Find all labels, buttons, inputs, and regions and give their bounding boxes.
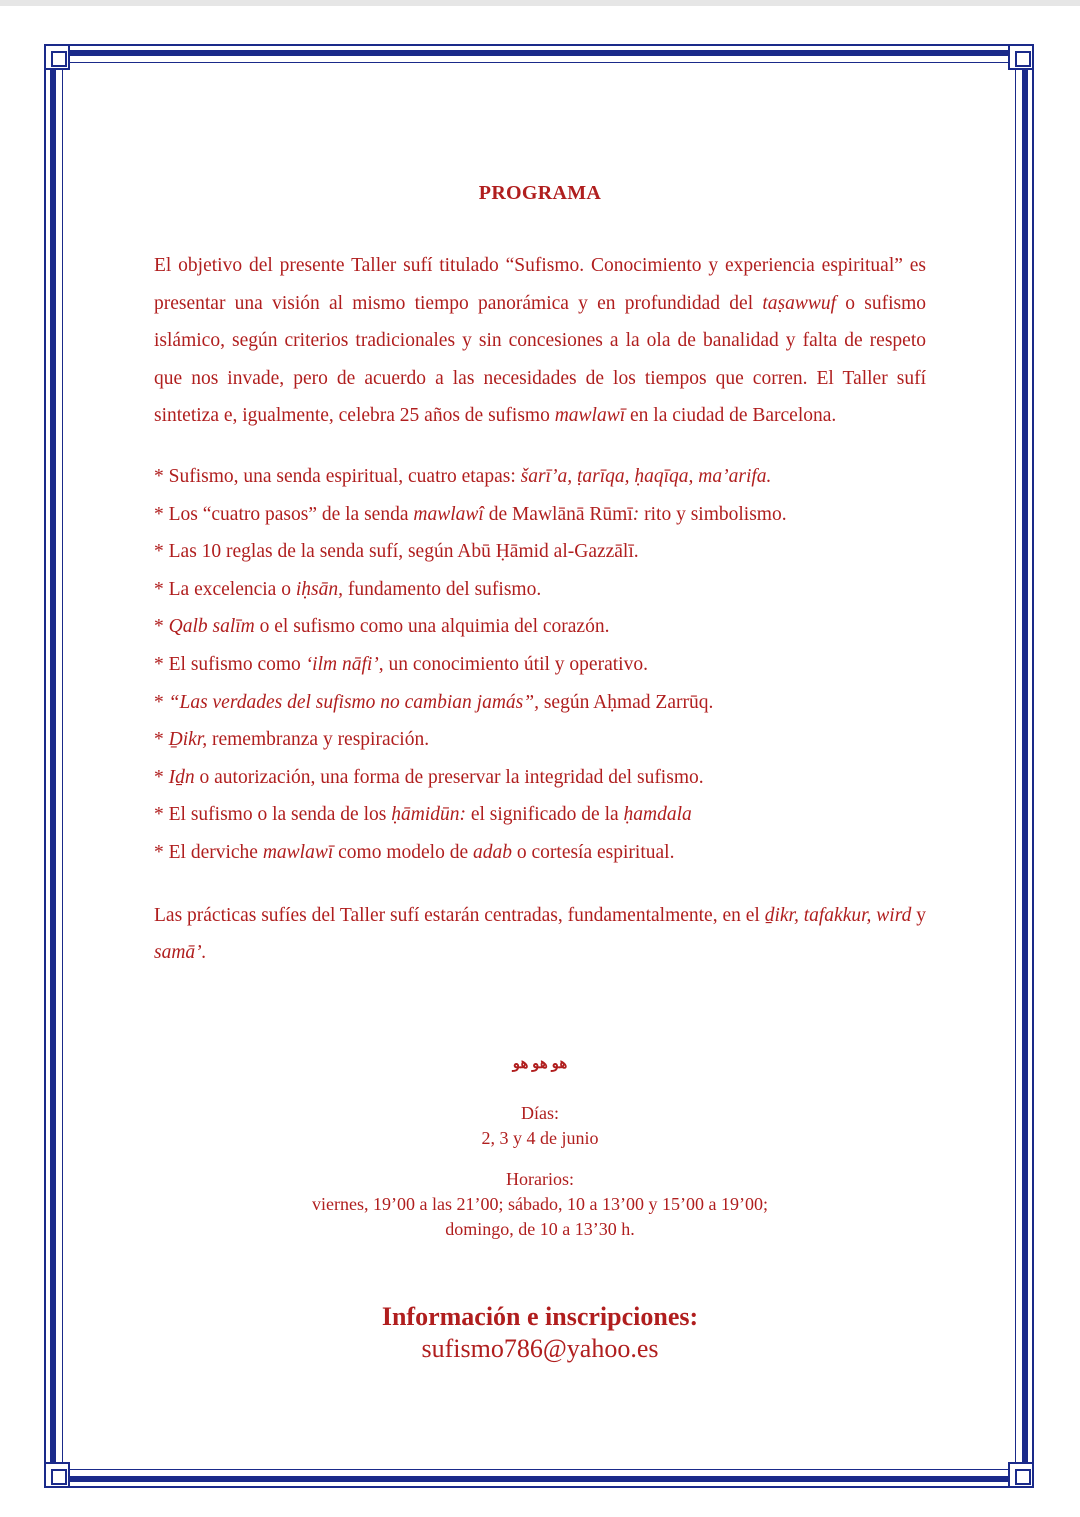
document-content xyxy=(154,182,926,1365)
list-item xyxy=(154,684,926,722)
intro-text-1: El objetivo del presente Taller sufí titulado “Sufismo. Conocimiento y experiencia espiritual” es presentar una visión al mismo tiempo panorámica y en profundidad del xyxy=(154,255,926,314)
list-item-text: rito y simbolismo. xyxy=(639,503,787,525)
list-item-text: de Mawlānā Rūmī xyxy=(483,503,633,525)
list-item-term: adab xyxy=(473,841,512,863)
schedule-block xyxy=(154,1167,926,1242)
list-item xyxy=(154,533,926,571)
intro-term-tasawwuf: taṣawwuf xyxy=(762,292,837,314)
arabic-invocation: هو هو هو xyxy=(512,1055,568,1072)
dates-label: Días: xyxy=(521,1102,559,1123)
list-item-term: : xyxy=(632,503,640,525)
list-item xyxy=(154,608,926,646)
intro-term-mawlawi: mawlawī xyxy=(554,405,626,427)
list-item xyxy=(154,458,926,496)
dates-block xyxy=(154,1101,926,1151)
list-item-text: fundamento del sufismo. xyxy=(342,578,542,600)
list-item-term: Ḏikr, xyxy=(168,729,208,751)
list-item-term: šarī’a, ṭarīqa, ḥaqīqa, ma’arifa. xyxy=(520,465,772,487)
list-item-text: * xyxy=(154,729,169,751)
list-item xyxy=(154,571,926,609)
list-item-text: o el sufismo como una alquimia del corazón. xyxy=(254,616,610,638)
list-item-term: iḥsān, xyxy=(295,578,343,600)
info-heading: Información e inscripciones: xyxy=(381,1301,699,1331)
practices-text-1: Las prácticas sufíes del Taller sufí estarán centradas, fundamentalmente, en el xyxy=(154,904,765,926)
schedule-line-2: domingo, de 10 a 13’30 h. xyxy=(445,1218,635,1239)
list-item xyxy=(154,646,926,684)
contact-email: sufismo786@yahoo.es xyxy=(421,1333,659,1363)
list-item xyxy=(154,834,926,872)
list-item-term: Iḏn xyxy=(168,766,195,788)
list-item-text: * La excelencia o xyxy=(154,578,296,600)
corner-ornament-bottom-left xyxy=(44,1462,70,1488)
list-item xyxy=(154,721,926,759)
practices-term-sama: samā’. xyxy=(154,942,207,964)
list-item-text: , un conocimiento útil y operativo. xyxy=(378,653,648,675)
list-item-text: * xyxy=(154,691,169,713)
list-item-text: * Los “cuatro pasos” de la senda xyxy=(154,503,414,525)
topics-list xyxy=(154,458,926,872)
list-item-text: como modelo de xyxy=(333,841,473,863)
schedule-line-1: viernes, 19’00 a las 21’00; sábado, 10 a 13’00 y 15’00 a 19’00; xyxy=(312,1193,768,1214)
list-item-term: mawlawî xyxy=(413,503,484,525)
dates-value: 2, 3 y 4 de junio xyxy=(481,1127,599,1148)
practices-terms: ḏikr, tafakkur, wird xyxy=(764,904,912,926)
list-item xyxy=(154,796,926,834)
list-item-text: o autorización, una forma de preservar la integridad del sufismo. xyxy=(194,766,704,788)
top-strip xyxy=(0,0,1080,6)
practices-text-2: y xyxy=(911,904,926,926)
list-item-term: ‘ilm nāfi’ xyxy=(305,653,379,675)
list-item-text: * xyxy=(154,766,169,788)
list-item-text: * Sufismo, una senda espiritual, cuatro etapas: xyxy=(154,465,521,487)
list-item-text: el significado de la xyxy=(465,804,624,826)
list-item-term: Qalb salīm xyxy=(168,616,255,638)
list-item-text: según Aḥmad Zarrūq. xyxy=(538,691,714,713)
corner-ornament-bottom-right xyxy=(1008,1462,1034,1488)
intro-text-2: o sufismo islámico, según criterios tradicionales y sin concesiones a la ola de banalidad y falta de respeto que nos invade, pero de acuerdo a las necesidades de los tiempos que corren. El Taller sufí sintetiza e, igualmente, celebra 25 años de sufismo xyxy=(154,292,926,427)
practices-paragraph xyxy=(154,897,926,972)
list-item-text: * El derviche xyxy=(154,841,263,863)
list-item xyxy=(154,496,926,534)
page-title: PROGRAMA xyxy=(478,182,602,204)
list-item-term: “Las verdades del sufismo no cambian jamás”, xyxy=(168,691,539,713)
list-item-term: ḥamdala xyxy=(623,804,692,826)
schedule-label: Horarios: xyxy=(506,1168,574,1189)
corner-ornament-top-left xyxy=(44,44,70,70)
list-item xyxy=(154,759,926,797)
corner-ornament-top-right xyxy=(1008,44,1034,70)
list-item-text: * Las 10 reglas de la senda sufí, según Abū Ḥāmid al-Gazzālī. xyxy=(154,541,639,563)
intro-text-3: en la ciudad de Barcelona. xyxy=(625,405,837,427)
list-item-text: * El sufismo como xyxy=(154,653,306,675)
list-item-text: remembranza y respiración. xyxy=(207,729,430,751)
list-item-text: * El sufismo o la senda de los xyxy=(154,804,392,826)
list-item-text: o cortesía espiritual. xyxy=(512,841,675,863)
list-item-text: * xyxy=(154,616,169,638)
list-item-term: mawlawī xyxy=(262,841,334,863)
intro-paragraph xyxy=(154,247,926,435)
list-item-term: ḥāmidūn: xyxy=(391,804,466,826)
